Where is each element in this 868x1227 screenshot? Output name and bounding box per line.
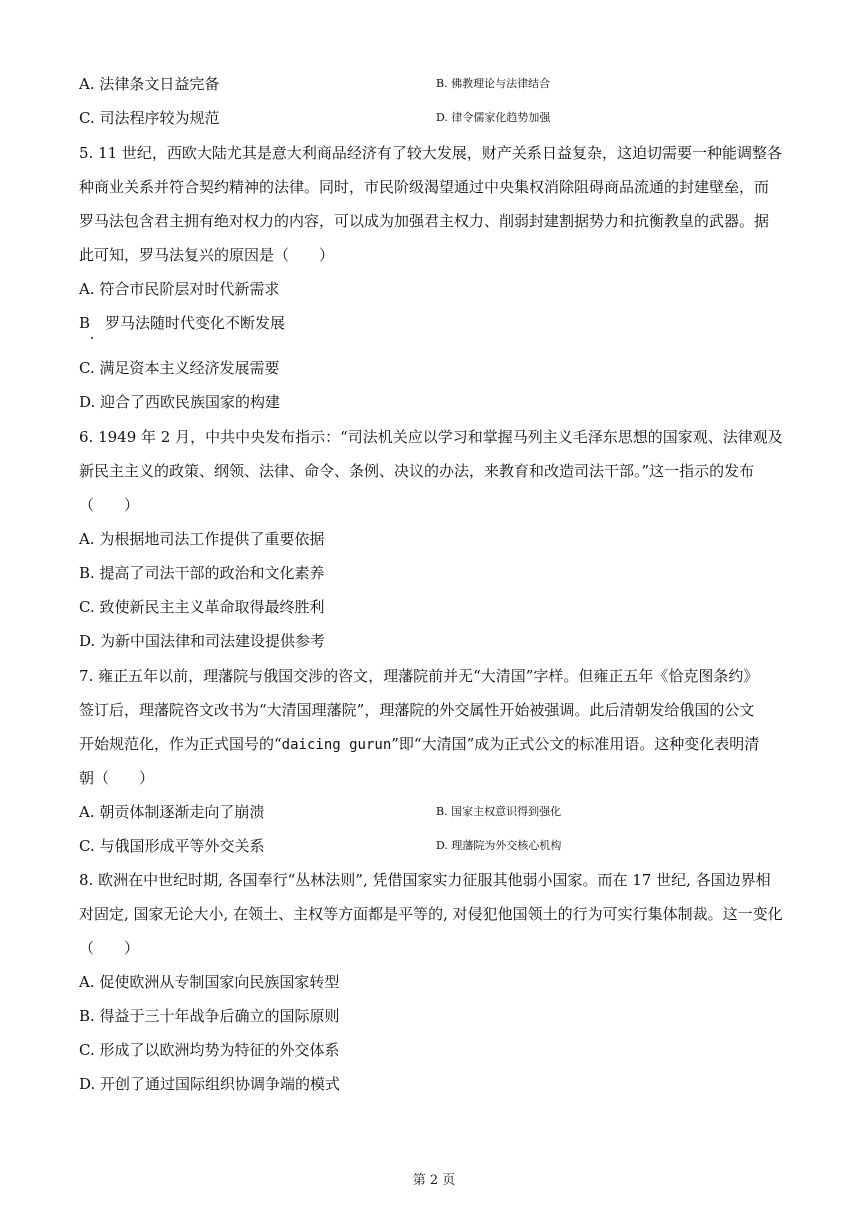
q7-line3-text-before: 开始规范化，作为正式国号的“ [79,735,282,753]
q6-stem-line-3: （ ） [79,496,140,514]
q6-option-d: D. 为新中国法律和司法建设提供参考 [79,632,326,650]
q8-option-d: D. 开创了通过国际组织协调争端的模式 [79,1075,341,1093]
q8-stem-line-1: 8. 欧洲在中世纪时期, 各国奉行“丛林法则”, 凭借国家实力征服其他弱小国家。而在 17 世纪, 各国边界相 [79,871,771,889]
q5-option-c: C. 满足资本主义经济发展需要 [79,359,280,377]
q7-stem-line-2: 签订后，理藩院咨文改书为“大清国理藩院”，理藩院的外交属性开始被强调。此后清朝发给俄国的公文 [79,701,755,719]
q8-stem-line-2: 对固定, 国家无论大小, 在领土、主权等方面都是平等的, 对侵犯他国领土的行为可实行集体制裁。这一变化 [79,905,783,923]
q5-option-d: D. 迎合了西欧民族国家的构建 [79,393,281,411]
q4-option-c: C. 司法程序较为规范 [79,109,220,127]
q5-stem-line-2: 种商业关系并符合契约精神的法律。同时，市民阶级渴望通过中央集权消除阻碍商品流通的封建壁垒，而 [79,178,770,196]
q4-option-d: D. 律令儒家化趋势加强 [436,111,551,124]
q4-option-a: A. 法律条文日益完备 [79,75,220,93]
q5-option-b: B 罗马法随时代变化不断发展 [79,314,286,332]
q8-stem-line-3: （ ） [79,939,140,957]
stray-dot-mark [91,337,93,339]
q5-stem-line-1: 5. 11 世纪，西欧大陆尤其是意大利商品经济有了较大发展，财产关系日益复杂，这迫切需要一种能调整各 [79,144,782,162]
q7-manchu-term: daicing gurun [281,737,392,753]
page-number: 第 2 页 [412,1173,456,1188]
q7-option-a: A. 朝贡体制逐渐走向了崩溃 [79,803,265,821]
q6-stem-line-1: 6. 1949 年 2 月，中共中央发布指示：“司法机关应以学习和掌握马列主义毛泽东思想的国家观、法律观及 [79,428,783,446]
q8-option-c: C. 形成了以欧洲均势为特征的外交体系 [79,1041,340,1059]
q8-option-b: B. 得益于三十年战争后确立的国际原则 [79,1007,340,1025]
q7-line3-text-after: ”即“大清国”成为正式公文的标准用语。这种变化表明清 [391,735,760,753]
q5-option-a: A. 符合市民阶层对时代新需求 [79,280,280,298]
q7-stem-line-4: 朝（ ） [79,769,155,787]
q7-option-d: D. 理藩院为外交核心机构 [436,839,562,852]
q6-option-a: A. 为根据地司法工作提供了重要依据 [79,530,325,548]
q6-option-b: B. 提高了司法干部的政治和文化素养 [79,564,325,582]
q7-stem-line-1: 7. 雍正五年以前，理藩院与俄国交涉的咨文，理藩院前并无“大清国”字样。但雍正五年《恰克图条约》 [79,667,759,685]
q5-stem-line-3: 罗马法包含君主拥有绝对权力的内容，可以成为加强君主权力、削弱封建割据势力和抗衡教皇的武器。据 [79,212,770,230]
q7-stem-line-3 [79,734,799,755]
q4-option-b: B. 佛教理论与法律结合 [436,77,551,90]
q7-option-b: B. 国家主权意识得到强化 [436,805,562,818]
q5-stem-line-4: 此可知，罗马法复兴的原因是（ ） [79,246,335,264]
q6-stem-line-2: 新民主主义的政策、纲领、法律、命令、条例、决议的办法，来教育和改造司法干部。”这一指示的发布 [79,462,755,480]
q7-option-c: C. 与俄国形成平等外交关系 [79,837,265,855]
q6-option-c: C. 致使新民主主义革命取得最终胜利 [79,598,325,616]
q8-option-a: A. 促使欧洲从专制国家向民族国家转型 [79,973,340,991]
